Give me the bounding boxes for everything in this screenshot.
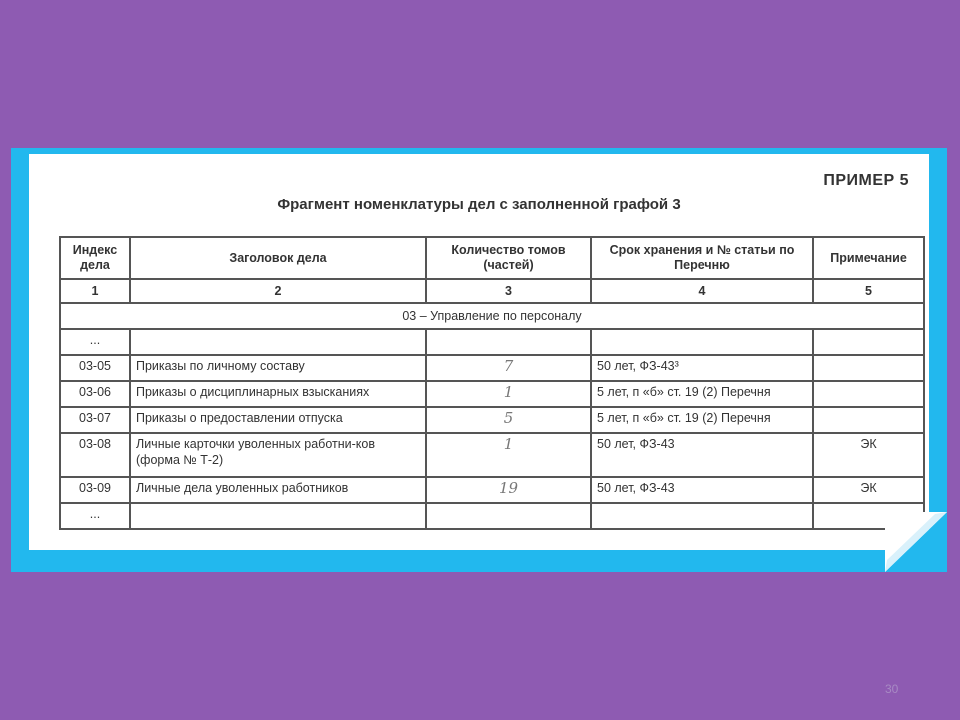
- cell-note: ЭК: [813, 433, 924, 477]
- column-number: 3: [426, 279, 591, 303]
- cell-heading: Приказы о дисциплинарных взысканиях: [130, 381, 426, 407]
- header-note: Примечание: [813, 237, 924, 279]
- column-number: 1: [60, 279, 130, 303]
- header-index: Индекс дела: [60, 237, 130, 279]
- cell-volumes: 1: [426, 433, 591, 477]
- table-row: [60, 503, 924, 529]
- cell-index: ...: [60, 329, 130, 355]
- cell-volumes: [426, 503, 591, 529]
- cell-index: ...: [60, 503, 130, 529]
- cell-index: 03-06: [60, 381, 130, 407]
- table-header-row: [60, 237, 924, 279]
- table-row: [60, 407, 924, 433]
- column-numbers-row: [60, 279, 924, 303]
- column-number: 4: [591, 279, 813, 303]
- cell-heading: Приказы по личному составу: [130, 355, 426, 381]
- cell-retention: 5 лет, п «б» ст. 19 (2) Перечня: [591, 381, 813, 407]
- document-sheet: [29, 154, 929, 550]
- cell-heading: [130, 329, 426, 355]
- table-row: [60, 477, 924, 503]
- cell-note: [813, 381, 924, 407]
- cell-volumes: 1: [426, 381, 591, 407]
- document-title: Фрагмент номенклатуры дел с заполненной графой 3: [277, 196, 681, 213]
- cell-volumes: [426, 329, 591, 355]
- cell-heading: [130, 503, 426, 529]
- cell-retention: 5 лет, п «б» ст. 19 (2) Перечня: [591, 407, 813, 433]
- cell-note: [813, 407, 924, 433]
- cell-volumes: 19: [426, 477, 591, 503]
- page-curl-icon: [885, 512, 947, 572]
- example-label: ПРИМЕР 5: [823, 172, 909, 189]
- table-row: [60, 329, 924, 355]
- cell-index: 03-07: [60, 407, 130, 433]
- cell-note: ЭК: [813, 477, 924, 503]
- cell-heading: Приказы о предоставлении отпуска: [130, 407, 426, 433]
- cell-retention: [591, 503, 813, 529]
- column-number: 5: [813, 279, 924, 303]
- cell-retention: [591, 329, 813, 355]
- page-number: 30: [885, 682, 899, 696]
- cell-volumes: 7: [426, 355, 591, 381]
- table-row: [60, 355, 924, 381]
- cell-index: 03-08: [60, 433, 130, 477]
- header-heading: Заголовок дела: [130, 237, 426, 279]
- cell-note: [813, 329, 924, 355]
- table-row: [60, 381, 924, 407]
- cell-retention: 50 лет, ФЗ-43³: [591, 355, 813, 381]
- cell-index: 03-09: [60, 477, 130, 503]
- header-volumes: Количество томов (частей): [426, 237, 591, 279]
- section-title: 03 – Управление по персоналу: [60, 303, 924, 329]
- nomenclature-table: [59, 236, 925, 530]
- document-card: [11, 148, 947, 572]
- header-retention: Срок хранения и № статьи по Перечню: [591, 237, 813, 279]
- section-row: [60, 303, 924, 329]
- cell-index: 03-05: [60, 355, 130, 381]
- cell-retention: 50 лет, ФЗ-43: [591, 477, 813, 503]
- cell-heading: Личные карточки уволенных работни-ков (форма № Т-2): [130, 433, 426, 477]
- cell-retention: 50 лет, ФЗ-43: [591, 433, 813, 477]
- cell-heading: Личные дела уволенных работников: [130, 477, 426, 503]
- column-number: 2: [130, 279, 426, 303]
- table-row: [60, 433, 924, 477]
- cell-note: [813, 355, 924, 381]
- cell-volumes: 5: [426, 407, 591, 433]
